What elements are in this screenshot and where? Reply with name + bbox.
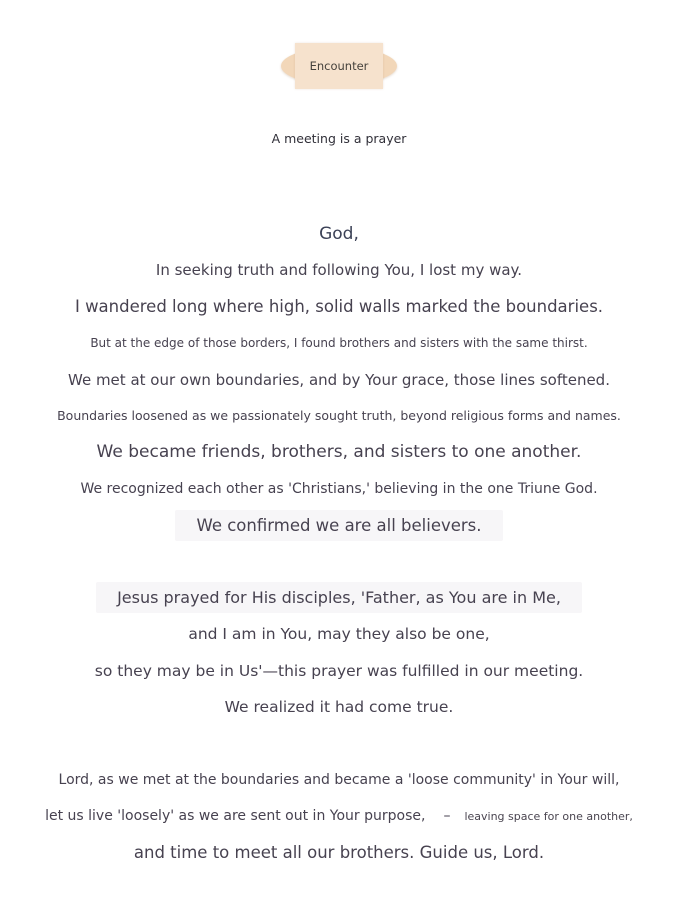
poem-line-text: so they may be in Us'—this prayer was fulfilled in our meeting. xyxy=(94,661,584,680)
poem-line-text: God, xyxy=(319,223,359,244)
poem-line-text: Boundaries loosened as we passionately sought truth, beyond religious forms and names. xyxy=(57,408,621,424)
poem-line-guide-us xyxy=(0,834,678,870)
poem-line-text: I wandered long where high, solid walls marked the boundaries. xyxy=(74,297,604,317)
poem-line-highlighted-text: Jesus prayed for His disciples, 'Father, as You are in Me, xyxy=(96,582,582,613)
poem-line-text: Lord, as we met at the boundaries and became a 'loose community' in Your will, xyxy=(58,771,620,788)
poem-line-text: We recognized each other as 'Christians,' believing in the one Triune God. xyxy=(80,480,598,497)
poem-line-i-am-in-you xyxy=(0,616,678,652)
poem-line-live-loosely xyxy=(0,798,678,834)
poem-line-annotation: leaving space for one another, xyxy=(464,809,633,823)
poem-line-come-true xyxy=(0,689,678,725)
poem-line-prayer-fulfilled xyxy=(0,652,678,688)
poem-line-text: We realized it had come true. xyxy=(224,698,454,717)
poem-line-text: let us live 'loosely' as we are sent out in Your purpose, xyxy=(45,808,426,825)
poem-line-text: But at the edge of those borders, I found brothers and sisters with the same thirst. xyxy=(90,336,588,351)
poem-line-text: We became friends, brothers, and sisters to one another. xyxy=(96,442,582,463)
poem-line-loose-community xyxy=(0,762,678,798)
page-subtitle: A meeting is a prayer xyxy=(271,131,407,146)
poem-line-boundaries-loosened xyxy=(0,398,678,434)
poem-line-confirmed-believers xyxy=(0,507,678,543)
poem-line-text: and I am in You, may they also be one, xyxy=(188,625,490,644)
poem-line-god xyxy=(0,216,678,252)
poem-line-jesus-prayed xyxy=(0,580,678,616)
encounter-badge[interactable] xyxy=(281,43,397,89)
poem-line-wandered xyxy=(0,289,678,325)
poem-line-edge-of-borders xyxy=(0,325,678,361)
poem-line-seeking xyxy=(0,252,678,288)
poem-line-met-at-boundaries xyxy=(0,361,678,397)
poem-line-text: We met at our own boundaries, and by Your grace, those lines softened. xyxy=(68,370,610,389)
badge-label: Encounter xyxy=(309,59,369,73)
poem-line-recognized-christians xyxy=(0,471,678,507)
poem-line-highlighted-text: We confirmed we are all believers. xyxy=(175,510,502,541)
poem-line-text: In seeking truth and following You, I lost my way. xyxy=(155,261,523,280)
poem-line-text: and time to meet all our brothers. Guide us, Lord. xyxy=(133,843,545,863)
poem-line-became-friends xyxy=(0,434,678,470)
dash-separator: – xyxy=(443,808,451,825)
prayer-text xyxy=(0,216,678,871)
